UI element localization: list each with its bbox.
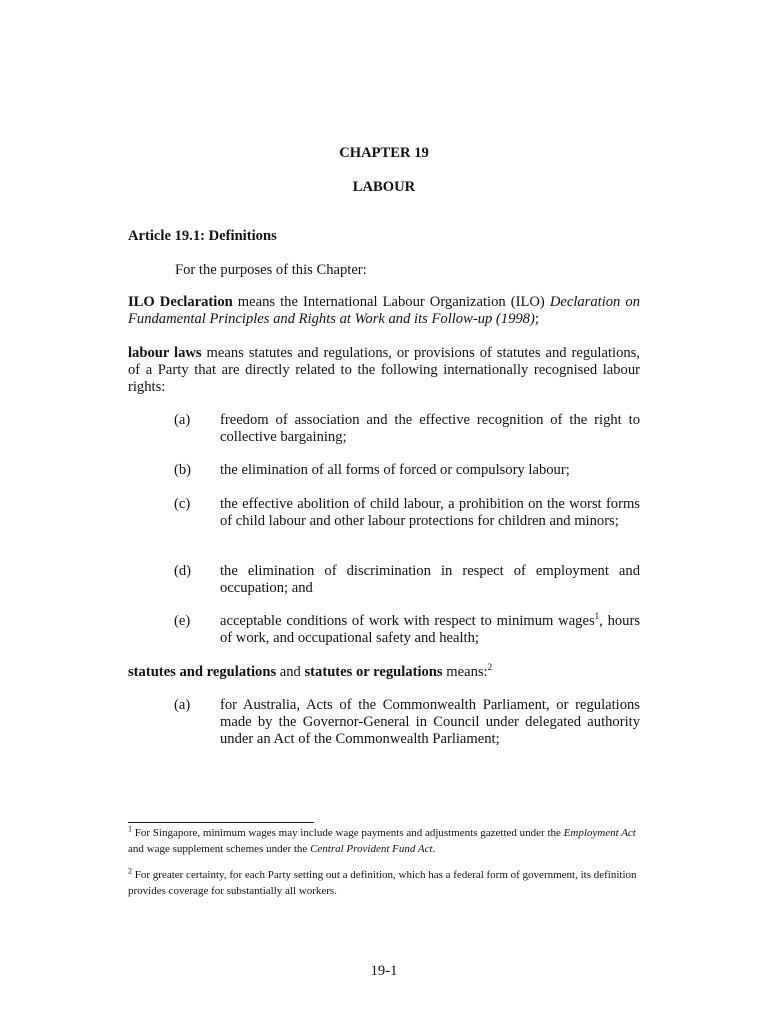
list-item-label: (b) [174,462,192,478]
list-item-label: (e) [174,613,191,629]
footnote-text: For greater certainty, for each Party setting out a definition, which has a federal form of government, its definition provides coverage for substantially all workers. [128,869,637,897]
list-item-text: the elimination of discrimination in respect of employment and occupation; and [220,563,640,596]
article-heading: Article 19.1: Definitions [128,228,277,244]
footnote-italic: Central Provident Fund Act [310,843,433,855]
ilo-text: means the International Labour Organization (ILO) [232,294,550,310]
list-item-text: freedom of association and the effective recognition of the right to collective bargaining; [220,412,640,445]
footnote-divider [128,822,314,823]
intro-paragraph: For the purposes of this Chapter: [175,262,367,278]
footnote-text: For Singapore, minimum wages may include wage payments and adjustments gazetted under the [132,827,564,839]
footnote-ref-2[interactable]: 2 [487,662,493,673]
chapter-title: LABOUR [352,179,416,195]
list-item-text: the elimination of all forms of forced or compulsory labour; [220,462,570,478]
labour-laws-text: means statutes and regulations, or provisions of statutes and regulations, of a Party that are directly related to the following internationally recognised labour rights: [128,345,640,395]
list-item-text-part: acceptable conditions of work with respect to minimum wages [220,613,595,629]
list-item-label: (c) [174,496,191,512]
ilo-end: ; [534,311,539,327]
ilo-term: ILO Declaration [128,294,233,310]
chapter-number: CHAPTER 19 [339,145,429,161]
footnote-ref-1[interactable]: 1 [594,611,600,622]
footnote-text: and wage supplement schemes under the [128,843,311,855]
footnote-1 [128,825,642,857]
list-item-text-part: , hours of work, and occupational safety and health; [220,613,641,646]
footnote-number: 2 [128,866,132,876]
statutes-and: and [276,664,305,680]
labour-laws-term: labour laws [128,345,202,361]
list-item-text: for Australia, Acts of the Commonwealth Parliament, or regulations made by the Governor-General in Council under delegated authority under an Act of the Commonwealth Parliament; [220,697,640,747]
statutes-means: means: [442,664,488,680]
statutes-term-1: statutes and regulations [128,664,277,680]
list-item-text: the effective abolition of child labour, a prohibition on the worst forms of child labour and other labour protections for children and minors; [220,496,640,529]
statutes-definition [128,664,640,681]
ilo-title: Declaration on Fundamental Principles and Rights at Work and its Follow-up (1998) [128,294,640,327]
footnote-2 [128,867,642,899]
list-item-label: (a) [174,697,191,713]
footnote-text: . [432,843,436,855]
list-item-text [220,613,640,647]
footnote-italic: Employment Act [563,827,636,839]
list-item-label: (a) [174,412,191,428]
page-number: 19-1 [370,963,398,979]
statutes-term-2: statutes or regulations [304,664,443,680]
footnote-number: 1 [128,824,132,834]
labour-laws-definition [128,345,640,396]
list-item-label: (d) [174,563,192,579]
ilo-definition [128,294,640,328]
